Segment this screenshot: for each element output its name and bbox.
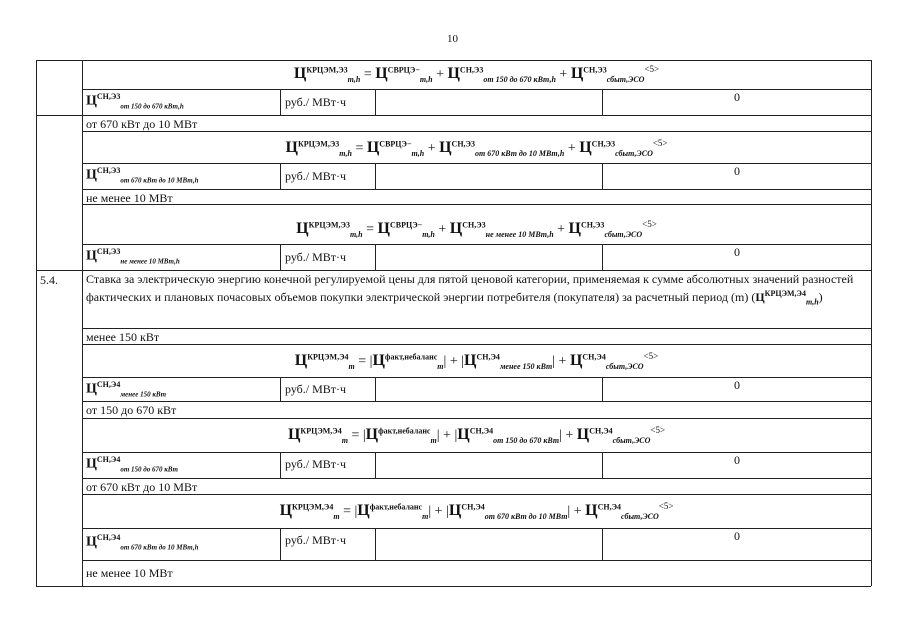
vline [280, 452, 281, 478]
formula-e4-150-670: $Ц^{КРЦЭМ,Э4}_m = |Ц^{факт,небаланс}_m| + |Ц^{СН,Э4}_{от 150 до 670 кВт}| + Ц^{СН,Э4}_{сбыт,ЭСО}^{<5>}$ [287, 425, 666, 445]
hline [82, 528, 871, 529]
hline [36, 586, 871, 587]
hline [36, 270, 871, 271]
page-number: 10 [447, 33, 458, 45]
formula-e3-150-670: $Ц^{КРЦЭМ,Э3}_{m,h} = Ц^{СВРЦЭ-}_{m,h} + Ц^{СН,Э3}_{от 150 до 670 кВт,h} + Ц^{СН,Э3}_{сбыт,ЭСО}^{<5>}$ [293, 64, 660, 84]
vline [280, 163, 281, 189]
hline [82, 478, 871, 479]
range-label: не менее 10 МВт [86, 566, 173, 580]
rate-label: $Ц^{СН,Э4}_{от 150 до 670 кВт}$ [86, 455, 178, 474]
formula-e3-670-10: $Ц^{КРЦЭМ,Э3}_{m,h} = Ц^{СВРЦЭ-}_{m,h} + Ц^{СН,Э3}_{от 670 кВт до 10 МВт,h} + Ц^{СН,Э3}_{сбыт,ЭСО}^{<5>}$ [285, 138, 668, 158]
range-label: не менее 10 МВт [86, 191, 173, 205]
value-cell: 0 [734, 529, 740, 543]
range-label: менее 150 кВт [86, 330, 160, 344]
vline [280, 528, 281, 560]
vline [375, 452, 376, 478]
unit-cell: руб./ МВт·ч [285, 250, 347, 264]
vline [280, 89, 281, 115]
hline [82, 89, 871, 90]
row-description: Ставка за электрическую энергию конечной регулируемой цены для пятой ценовой категории, применяемая к сумме абсолютных значений разностей фактических и плановых почасовых объемов покупки электрической энергии потребителя (покупателя) за расчетный период (m) $(Ц^{КРЦЭМ,Э4}_{m,h})$ [86, 272, 854, 306]
vline [602, 377, 603, 401]
unit-cell: руб./ МВт·ч [285, 95, 347, 109]
range-label: от 670 кВт до 10 МВт [86, 117, 198, 131]
range-label: от 150 до 670 кВт [86, 403, 177, 417]
hline [82, 494, 871, 495]
hline [82, 328, 871, 329]
formula-e3-10: $Ц^{КРЦЭМ,Э3}_{m,h} = Ц^{СВРЦЭ-}_{m,h} + Ц^{СН,Э3}_{не менее 10 МВт,h} + Ц^{СН,Э3}_{сбыт,ЭСО}^{<5>}$ [296, 219, 657, 239]
vline [375, 89, 376, 115]
hline [82, 418, 871, 419]
hline [82, 244, 871, 245]
rate-label: $Ц^{СН,Э3}_{от 670 кВт до 10 МВт,h}$ [86, 166, 199, 185]
hline [82, 560, 871, 561]
unit-cell: руб./ МВт·ч [285, 533, 347, 547]
value-cell: 0 [734, 164, 740, 178]
vline [602, 163, 603, 189]
hline [82, 131, 871, 132]
rate-label: $Ц^{СН,Э4}_{от 670 кВт до 10 МВт,h}$ [86, 533, 199, 552]
vline [602, 244, 603, 270]
vline [602, 89, 603, 115]
hline [82, 344, 871, 345]
rate-label: $Ц^{СН,Э4}_{менее 150 кВт}$ [86, 380, 167, 399]
vline [375, 163, 376, 189]
row-number: 5.4. [40, 273, 58, 287]
vline [602, 528, 603, 560]
vline [280, 244, 281, 270]
unit-cell: руб./ МВт·ч [285, 169, 347, 183]
hline [82, 401, 871, 402]
formula-symbol: Ц [293, 65, 307, 82]
rate-label: $Ц^{СН,Э3}_{от 150 до 670 кВт,h}$ [86, 92, 184, 111]
range-label: от 670 кВт до 10 МВт [86, 480, 198, 494]
rate-label: $Ц^{СН,Э3}_{не менее 10 МВт,h}$ [86, 247, 180, 266]
unit-cell: руб./ МВт·ч [285, 382, 347, 396]
hline [36, 115, 871, 116]
value-cell: 0 [734, 378, 740, 392]
hline [82, 377, 871, 378]
unit-cell: руб./ МВт·ч [285, 457, 347, 471]
hline [82, 204, 871, 205]
vline [375, 244, 376, 270]
formula-e4-150: $Ц^{КРЦЭМ,Э4}_m = |Ц^{факт,небаланс}_m| + |Ц^{СН,Э4}_{менее 150 кВт}| + Ц^{СН,Э4}_{сбыт,ЭСО}^{<5>}$ [294, 351, 659, 371]
vline [375, 377, 376, 401]
vline [375, 528, 376, 560]
vline [602, 452, 603, 478]
vline [280, 377, 281, 401]
vline [36, 60, 37, 586]
formula-e4-670-10: $Ц^{КРЦЭМ,Э4}_m = |Ц^{факт,небаланс}_m| + |Ц^{СН,Э4}_{от 670 кВт до 10 МВт}| + Ц^{СН,Э4}_{сбыт,ЭСО}^{<5>}$ [279, 501, 674, 521]
hline [82, 452, 871, 453]
hline [82, 163, 871, 164]
value-cell: 0 [734, 453, 740, 467]
vline [871, 60, 872, 586]
hline [36, 60, 871, 61]
value-cell: 0 [734, 245, 740, 259]
value-cell: 0 [734, 90, 740, 104]
hline [82, 189, 871, 190]
